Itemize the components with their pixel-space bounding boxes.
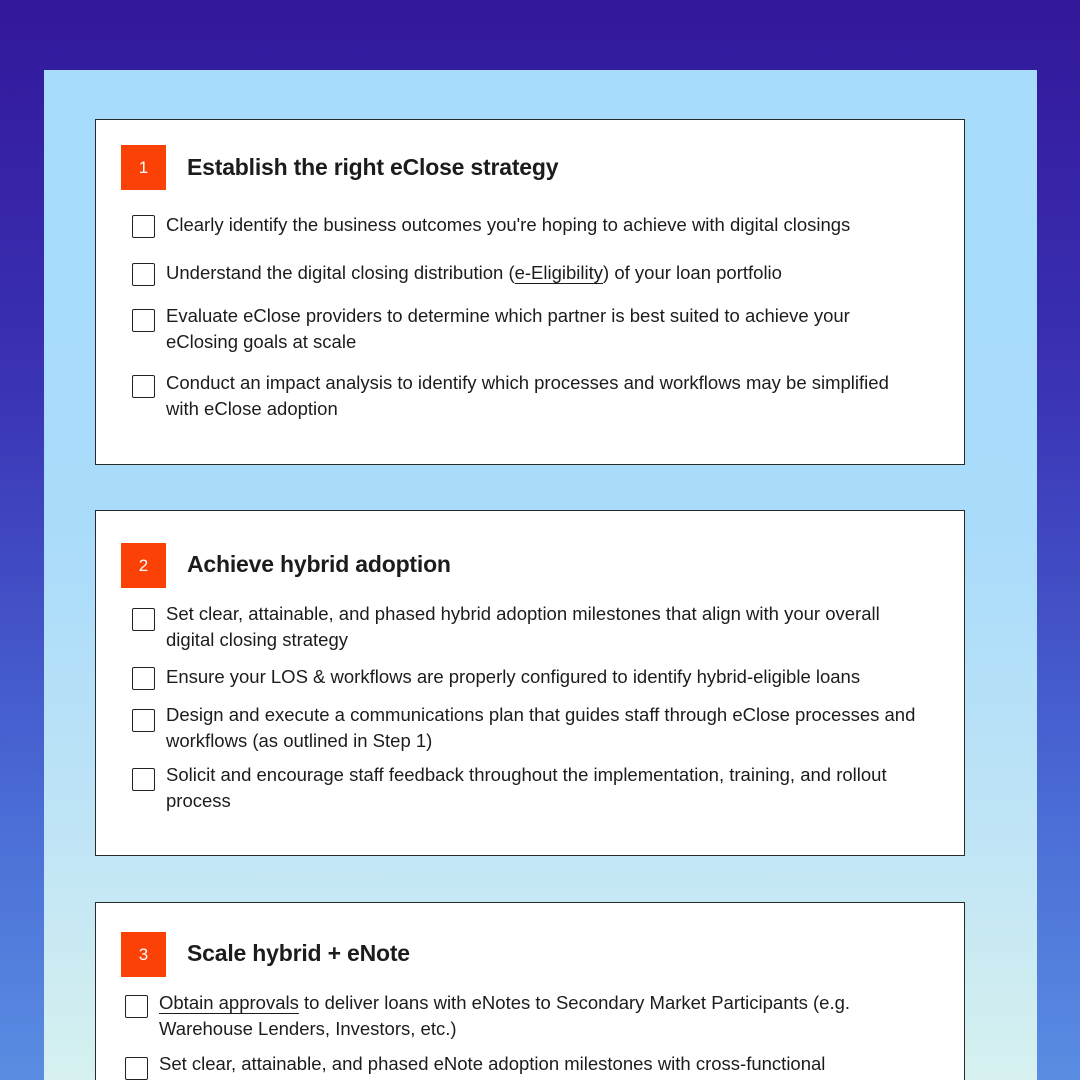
- checkbox[interactable]: [132, 667, 155, 690]
- checkbox[interactable]: [132, 375, 155, 398]
- checkbox[interactable]: [132, 768, 155, 791]
- checklist-item-text: Design and execute a communications plan that guides staff through eClose processes and workflows (as outlined in Step 1): [166, 704, 916, 751]
- checklist-item-text: Solicit and encourage staff feedback throughout the implementation, training, and rollout process: [166, 764, 887, 811]
- section-card-3: [95, 902, 965, 1080]
- checkbox[interactable]: [132, 215, 155, 238]
- checklist-item-text: Conduct an impact analysis to identify which processes and workflows may be simplified with eClose adoption: [166, 372, 889, 419]
- section-number-badge: 1: [121, 145, 166, 190]
- checkbox[interactable]: [132, 263, 155, 286]
- checkbox[interactable]: [132, 709, 155, 732]
- section-title: Achieve hybrid adoption: [187, 551, 451, 577]
- checklist-item-text: Clearly identify the business outcomes you're hoping to achieve with digital closings: [166, 214, 851, 235]
- checklist-item-text: Evaluate eClose providers to determine which partner is best suited to achieve your eClosing goals at scale: [166, 305, 850, 352]
- section-title: Establish the right eClose strategy: [187, 154, 559, 180]
- checklist-item-text: Ensure your LOS & workflows are properly configured to identify hybrid-eligible loans: [166, 666, 861, 687]
- section-card-1: [95, 119, 965, 465]
- section-number-badge: 3: [121, 932, 166, 977]
- checklist-item-text: Set clear, attainable, and phased hybrid adoption milestones that align with your overall digital closing strategy: [166, 603, 880, 650]
- section-card-2: [95, 510, 965, 856]
- checklist-item-text: Set clear, attainable, and phased eNote adoption milestones with cross-functional: [159, 1053, 826, 1074]
- checklist-item-text: Understand the digital closing distribution (e-Eligibility) of your loan portfolio: [166, 262, 782, 283]
- checkbox[interactable]: [125, 1057, 148, 1080]
- checkbox[interactable]: [125, 995, 148, 1018]
- section-title: Scale hybrid + eNote: [187, 940, 410, 966]
- e-eligibility-link[interactable]: e-Eligibility: [514, 262, 604, 283]
- checklist-item-text: Obtain approvals to deliver loans with eNotes to Secondary Market Participants (e.g. Warehouse Lenders, Investors, etc.): [159, 992, 851, 1039]
- checkbox[interactable]: [132, 309, 155, 332]
- checkbox[interactable]: [132, 608, 155, 631]
- section-number-badge: 2: [121, 543, 166, 588]
- obtain-approvals-link[interactable]: Obtain approvals: [159, 992, 299, 1013]
